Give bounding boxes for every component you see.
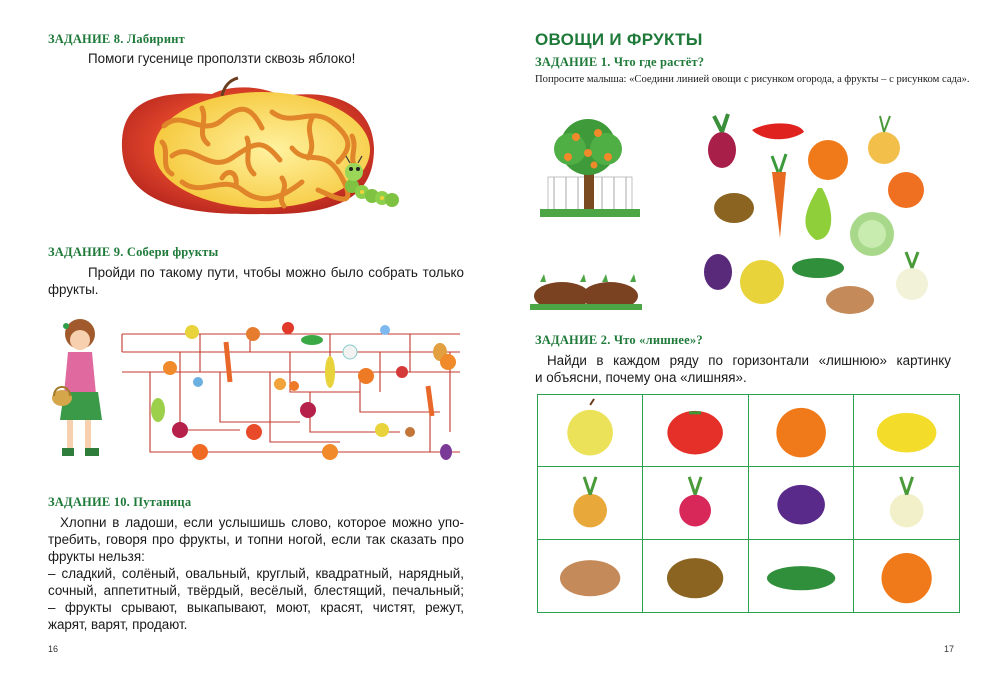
task10-line: – сладкий, солёный, овальный, круглый, квадратный, нарядный, — [48, 566, 464, 581]
task1-title: ЗАДАНИЕ 1. Что где растёт? — [535, 55, 705, 69]
garden-tree-illustration — [540, 115, 640, 220]
grid-cell — [749, 540, 854, 612]
orange-icon — [749, 395, 853, 466]
task10-line: фрукты нельзя: — [48, 549, 145, 564]
task10-line: жарят, варят, продают. — [48, 617, 188, 632]
grid-cell — [538, 395, 643, 467]
task10-title: ЗАДАНИЕ 10. Путаница — [48, 495, 192, 509]
radish-icon — [643, 467, 747, 538]
cucumber-icon — [792, 258, 844, 278]
apple-icon — [740, 260, 784, 304]
cabbage-icon — [850, 212, 894, 256]
grid-cell — [643, 540, 748, 612]
grid-cell — [854, 467, 959, 539]
task2-line: и объясни, почему она «лишняя». — [535, 370, 747, 385]
task2-text — [535, 352, 951, 386]
orange-icon — [888, 172, 924, 208]
cucumber-icon — [749, 540, 853, 612]
orange-icon — [854, 540, 959, 612]
task10-line: сочный, аппетитный, твёрдый, весёлый, блестящий, печальный; — [48, 583, 464, 598]
page-number-right: 17 — [944, 644, 955, 654]
vegetable-garden-illustration — [530, 270, 642, 310]
right-page — [500, 0, 1000, 678]
kiwi-icon — [714, 193, 754, 223]
task10-text — [48, 514, 464, 633]
grid-cell — [749, 467, 854, 539]
potato-icon — [826, 286, 874, 314]
grid-cell — [643, 395, 748, 467]
task10-line: требить, говоря про фрукты, и топни ногой, если так сказать про — [48, 532, 464, 547]
task9-line: Пройди по такому пути, чтобы можно было собрать только — [88, 265, 464, 280]
turnip-icon — [896, 252, 928, 300]
task8-text: Помоги гусенице проползти сквозь яблоко! — [88, 51, 356, 66]
task10-line: – фрукты срывают, выкапывают, моют, красят, чистят, режут, — [48, 600, 464, 615]
fruits-vegetables-collection — [700, 112, 930, 318]
kiwi-icon — [643, 540, 747, 612]
page-number-left: 16 — [48, 644, 59, 654]
apple-icon — [538, 395, 642, 466]
grid-cell — [749, 395, 854, 467]
turnip-icon — [854, 467, 959, 538]
onion-icon — [538, 467, 642, 538]
fruit-path-maze — [40, 312, 470, 472]
odd-one-out-grid — [537, 394, 960, 613]
carrot-icon — [772, 154, 786, 238]
grid-cell — [538, 540, 643, 612]
task9-line: фрукты. — [48, 282, 99, 297]
task2-title: ЗАДАНИЕ 2. Что «лишнее»? — [535, 333, 703, 347]
potato-icon — [538, 540, 642, 612]
pear-icon — [805, 188, 831, 240]
grid-cell — [854, 395, 959, 467]
task9-title: ЗАДАНИЕ 9. Собери фрукты — [48, 245, 219, 259]
plum-icon — [749, 467, 853, 538]
pepper-icon — [752, 123, 804, 139]
plum-icon — [704, 254, 732, 290]
tomato-icon — [643, 395, 747, 466]
task1-instruction: Попросите малыша: «Соедини линией овощи с рисунком огорода, а фрукты – с рисунком сада». — [535, 74, 970, 85]
grid-cell — [538, 467, 643, 539]
task10-line: Хлопни в ладоши, если услышишь слово, которое можно упо- — [60, 515, 464, 530]
onion-icon — [868, 116, 900, 164]
beet-icon — [708, 114, 736, 168]
task9-text — [48, 264, 464, 298]
girl-with-basket-illustration — [52, 319, 102, 456]
lemon-icon — [854, 395, 959, 466]
task8-title: ЗАДАНИЕ 8. Лабиринт — [48, 32, 185, 46]
section-title: ОВОЩИ И ФРУКТЫ — [535, 30, 703, 49]
grid-cell — [854, 540, 959, 612]
apple-maze-illustration — [112, 78, 412, 218]
task2-line: Найди в каждом ряду по горизонтали «лишнюю» картинку — [547, 353, 951, 368]
orange-icon — [808, 140, 848, 180]
grid-cell — [643, 467, 748, 539]
